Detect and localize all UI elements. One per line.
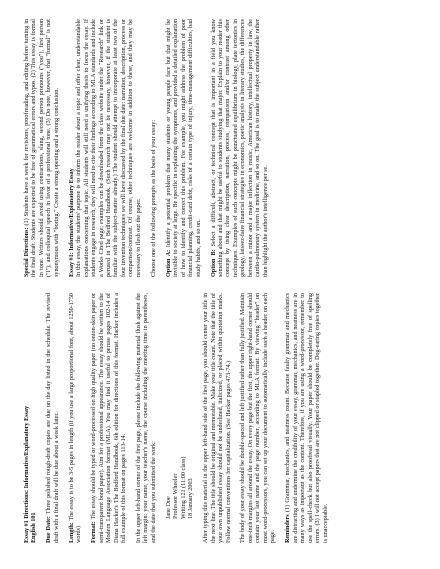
option-a-text: Identify a potential problem that many students or young people face but that might be invisible to society at large. Be specific in explaining the symptoms, and provided a detailed explanation of how to identify and correct this problem. For example, you might address the problem of poor financial planning, credit-card debt, risks of a certain type of injury, time-management difficulties, bad study habits, and so on. [165,19,202,277]
left-column [24,293,337,543]
sample-date: 18 January 2003 [188,478,195,519]
sample-name: Jane Doe [165,496,172,519]
right-column [24,19,278,277]
option-a-paragraph [166,19,203,277]
due-date-paragraph [46,293,61,543]
body-paragraph: The body of your essay should be double-spaced and left justified rather than fully justified. Maintain one-inch margins all around the essay. On every page but the first, the upper right-hand corner should contain your last name and the page number, according to MLA format. By viewing "header" on most word-processors, you can set up your document to automatically include such a header on each page. [240,293,277,543]
choose-prompt: Choose one of the following prompts as the basis of your essay: [150,119,157,277]
essay-description: In this essay, the students' purpose is to inform the reader about a topic and offer clear, understandable explanations concerning that topic. All students will still need a unifying thesis to focus the essay. If students engage in research, they will need to cite their findings according to MLA standards and include a Works Cited page; examples can be downloaded from the class website under the "Research" link or perused in The Bedford Handbook. (Such research may not be necessary, however, if the student is familiar with the subject-matter already.) The student should attempt to incorporate at least two of the four invention techniques we will have discussed by the final due date: narration, description, process or comparison/contrast. Of course, other techniques are welcome in addition to these, and they may be necessary to flesh out the paper. [76,18,142,277]
option-b-text: Select a difficult, abstract, or technical concept that is important in a field you know something about and that might be useful to students studying that major. Explain to your reader this concept by using clear description, narration, process, comparison and/or contrast among other techniques. Examples of such concepts might be punctuated equilibrium in biology, plate tectonics in geology, laissez-faire financial strategies in economics, poetic analysis in literary studies, the differences between a minor and a major inflection in music, American history, intellectual property in law, the cardio-pulmonary system in medicine, and so on. The goal is to make the subject understandable rather than highlight the author's intelligence per se. [210,19,269,277]
sample-professor: Professor Wheeler [173,473,180,519]
option-a-label: Option A: [165,249,172,277]
format-label: Format: [91,521,98,543]
format-text: The essay should be typed or word-processed on high quality paper (no onion-skin paper or semi-transparent bond paper). Aim for a professional appearance. The essay should be written to the Modern Language Association format (MLA). You may find it useful to peruse pages 102-14 of Diana Hacker's The Bedford Handbook, 6th edition for directions of this format. Hacker includes a full example of this format on pages 113-14. [91,293,128,543]
course-name: English 101 [31,512,38,543]
due-date-label: Due Date: [46,516,53,543]
length-label: Length: [68,522,75,543]
reminders-text: (1) Grammar, mechanics, and neatness count. Because faulty grammar and mechanics are distracting and undermine the credibility of your essay, grammar, mechanics, and neatness are in many ways as important as the content. Therefore, if you are using a word-processor, remember to use the spell-check but also proofread visually. Your paper should be completely free of spelling errors. (3) I will not accept papers that are not clipped or stapled together. Dog-earing copies together is unacceptable. [285,293,329,543]
heading-paragraph: In the upper left-hand corner of the first page, please include the following material flush against the left margin: your name, your teacher's name, the course including the meeting time in parentheses, and the date that you submitted the work: [135,293,157,543]
title-paragraph: After typing this material in the upper left-hand side of the first page, you should center your title in the next line. The title should be original and memorable. Make your title count. Note that the title of your own unpublished essay should not be underlined, italicized, or placed within quotation marks. Follow normal conventions for capitalization. (See Hacker pages 473-74.) [203,293,232,543]
length-text: The essay is to be 3-5 pages in length (if you use a large proportional font, about 1250-1750 words) [68,293,83,543]
sample-heading-block [166,293,196,543]
reminders-label: Reminders [285,514,292,543]
format-paragraph [91,293,128,543]
due-date-text: Three polished rough-draft copies are due on the day listed in the schedule. The revised draft with a final draft will be due about a week later. [46,293,60,543]
essay-heading: Essay #1: Informative/Explanatory Essay [68,168,75,277]
option-b-paragraph [211,19,271,277]
document-title: Essay #1 Directions: Informative/Explanatory Essay [24,405,30,543]
option-b-label: Option B: [210,249,217,277]
special-directions-paragraph [24,19,61,277]
special-directions-text: (1) Students have a week for revisions, proofreading, and editing before turning in the final draft. Students are expected to be free of grammatical errors and typos. (2) This essay is formal in tone. Writers should avoid using contractions, slang, second person pronouns ("you"), first person ("I"), and colloquial speech in favor of a professional tone. (3) Do note, however, that "formal" is not synonymous with "boring." Create a strong opening and a strong conclusion. [24,19,60,277]
sample-course: Writing 121 (11:00 class) [180,456,187,519]
length-paragraph [69,293,84,543]
reminders-paragraph [285,293,330,543]
special-directions-label: Special Directions: [24,227,30,277]
